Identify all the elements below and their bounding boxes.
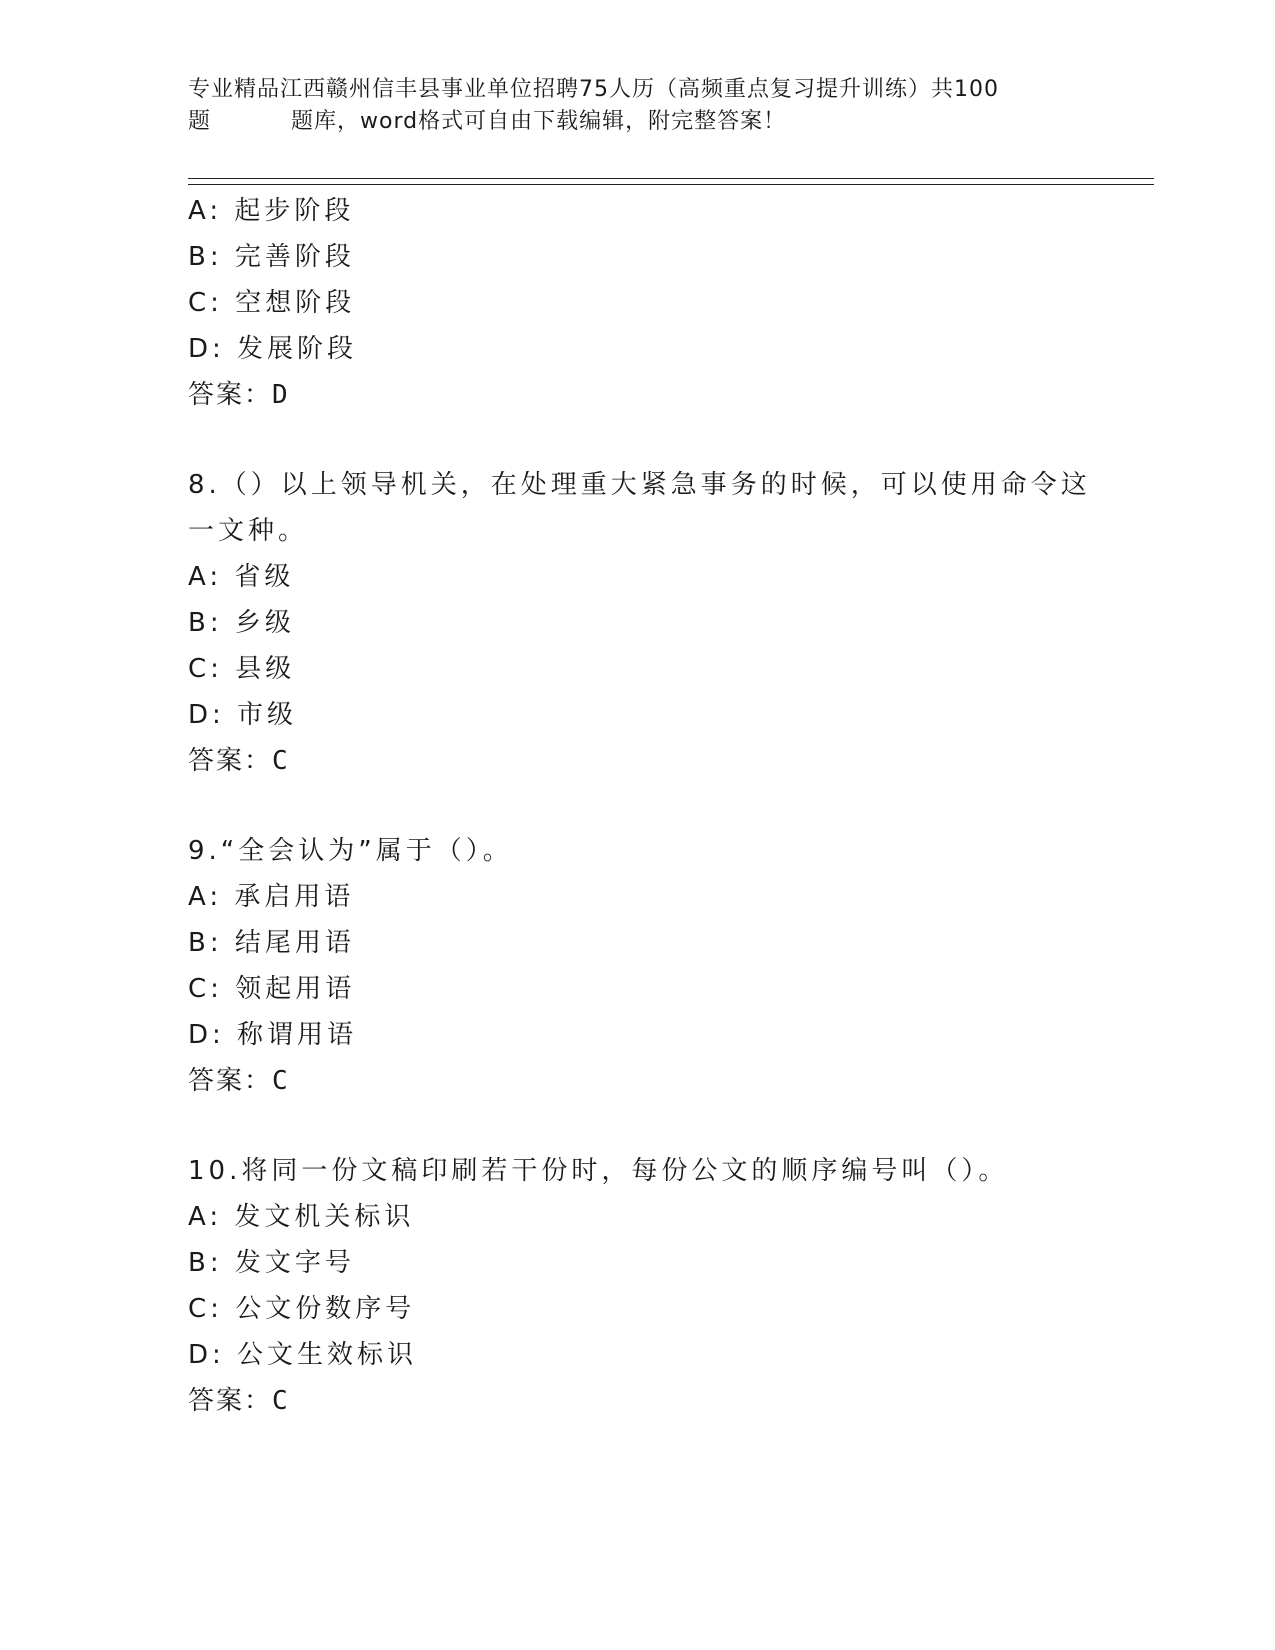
- question-stem-line-1: 8.（）以上领导机关，在处理重大紧急事务的时候，可以使用命令这: [188, 470, 1091, 500]
- option-text: 承启用语: [234, 882, 355, 912]
- option-letter: D:: [188, 1340, 225, 1370]
- option-text: 省级: [234, 562, 295, 592]
- option-text: 县级: [235, 654, 296, 684]
- question-10: [188, 1148, 1088, 1424]
- answer-value: C: [272, 1386, 288, 1416]
- option-d: [188, 1012, 1088, 1058]
- option-letter: A:: [188, 562, 223, 592]
- option-letter: C:: [188, 1294, 223, 1324]
- option-text: 发文字号: [234, 1248, 355, 1278]
- option-c: [188, 966, 1088, 1012]
- answer-value: C: [272, 1066, 288, 1096]
- option-text: 空想阶段: [235, 288, 356, 318]
- answer-label: 答案：: [188, 746, 273, 776]
- option-letter: C:: [188, 974, 223, 1004]
- option-letter: A:: [188, 196, 223, 226]
- answer-value: D: [272, 380, 288, 410]
- option-b: [188, 920, 1088, 966]
- header-divider-top: [188, 178, 1154, 179]
- question-8: [188, 462, 1091, 784]
- option-text: 领起用语: [235, 974, 356, 1004]
- answer-line: [188, 372, 1088, 418]
- option-letter: C:: [188, 654, 223, 684]
- option-text: 公文生效标识: [237, 1340, 418, 1370]
- option-b: [188, 1240, 1088, 1286]
- question-9: [188, 828, 1088, 1104]
- option-c: [188, 1286, 1088, 1332]
- option-a: [188, 874, 1088, 920]
- option-text: 称谓用语: [237, 1020, 358, 1050]
- option-letter: D:: [188, 334, 225, 364]
- option-letter: C:: [188, 288, 223, 318]
- option-c: [188, 280, 1088, 326]
- option-letter: B:: [188, 1248, 223, 1278]
- answer-label: 答案：: [188, 380, 273, 410]
- option-letter: B:: [188, 608, 223, 638]
- answer-label: 答案：: [188, 1386, 273, 1416]
- header-title-line-1: 专业精品江西赣州信丰县事业单位招聘75人历（高频重点复习提升训练）共100: [188, 77, 999, 102]
- option-text: 发展阶段: [237, 334, 358, 364]
- header-divider-bottom: [188, 184, 1154, 185]
- option-text: 公文份数序号: [235, 1294, 416, 1324]
- option-d: [188, 1332, 1088, 1378]
- option-c: [188, 646, 1088, 692]
- option-letter: A:: [188, 1202, 223, 1232]
- header-line2-part-b: 题库，word格式可自由下载编辑，附完整答案！: [291, 109, 787, 134]
- answer-line: [188, 1378, 1088, 1424]
- document-header: [188, 74, 1088, 138]
- question-stem-line-1: 10.将同一份文稿印刷若干份时，每份公文的顺序编号叫（）。: [188, 1156, 1009, 1186]
- option-letter: D:: [188, 700, 225, 730]
- option-b: [188, 600, 1088, 646]
- question-stem-line-1: 9.“全会认为”属于（）。: [188, 836, 513, 866]
- answer-label: 答案：: [188, 1066, 273, 1096]
- answer-value: C: [272, 746, 288, 776]
- option-d: [188, 326, 1088, 372]
- answer-line: [188, 738, 1088, 784]
- question-7: [188, 188, 1088, 418]
- option-text: 起步阶段: [234, 196, 355, 226]
- option-text: 乡级: [234, 608, 295, 638]
- option-text: 市级: [237, 700, 298, 730]
- option-letter: B:: [188, 242, 223, 272]
- header-title-line-2: [188, 106, 1088, 138]
- option-a: [188, 1194, 1088, 1240]
- option-b: [188, 234, 1088, 280]
- answer-line: [188, 1058, 1088, 1104]
- option-letter: B:: [188, 928, 223, 958]
- option-letter: A:: [188, 882, 223, 912]
- option-d: [188, 692, 1088, 738]
- option-a: [188, 554, 1088, 600]
- option-text: 结尾用语: [234, 928, 355, 958]
- option-text: 完善阶段: [234, 242, 355, 272]
- option-letter: D:: [188, 1020, 225, 1050]
- option-text: 发文机关标识: [234, 1202, 415, 1232]
- question-list: [188, 188, 1091, 1424]
- question-stem-line-2: 一文种。: [188, 516, 309, 546]
- header-line2-part-a: 题: [188, 109, 212, 134]
- option-a: [188, 188, 1088, 234]
